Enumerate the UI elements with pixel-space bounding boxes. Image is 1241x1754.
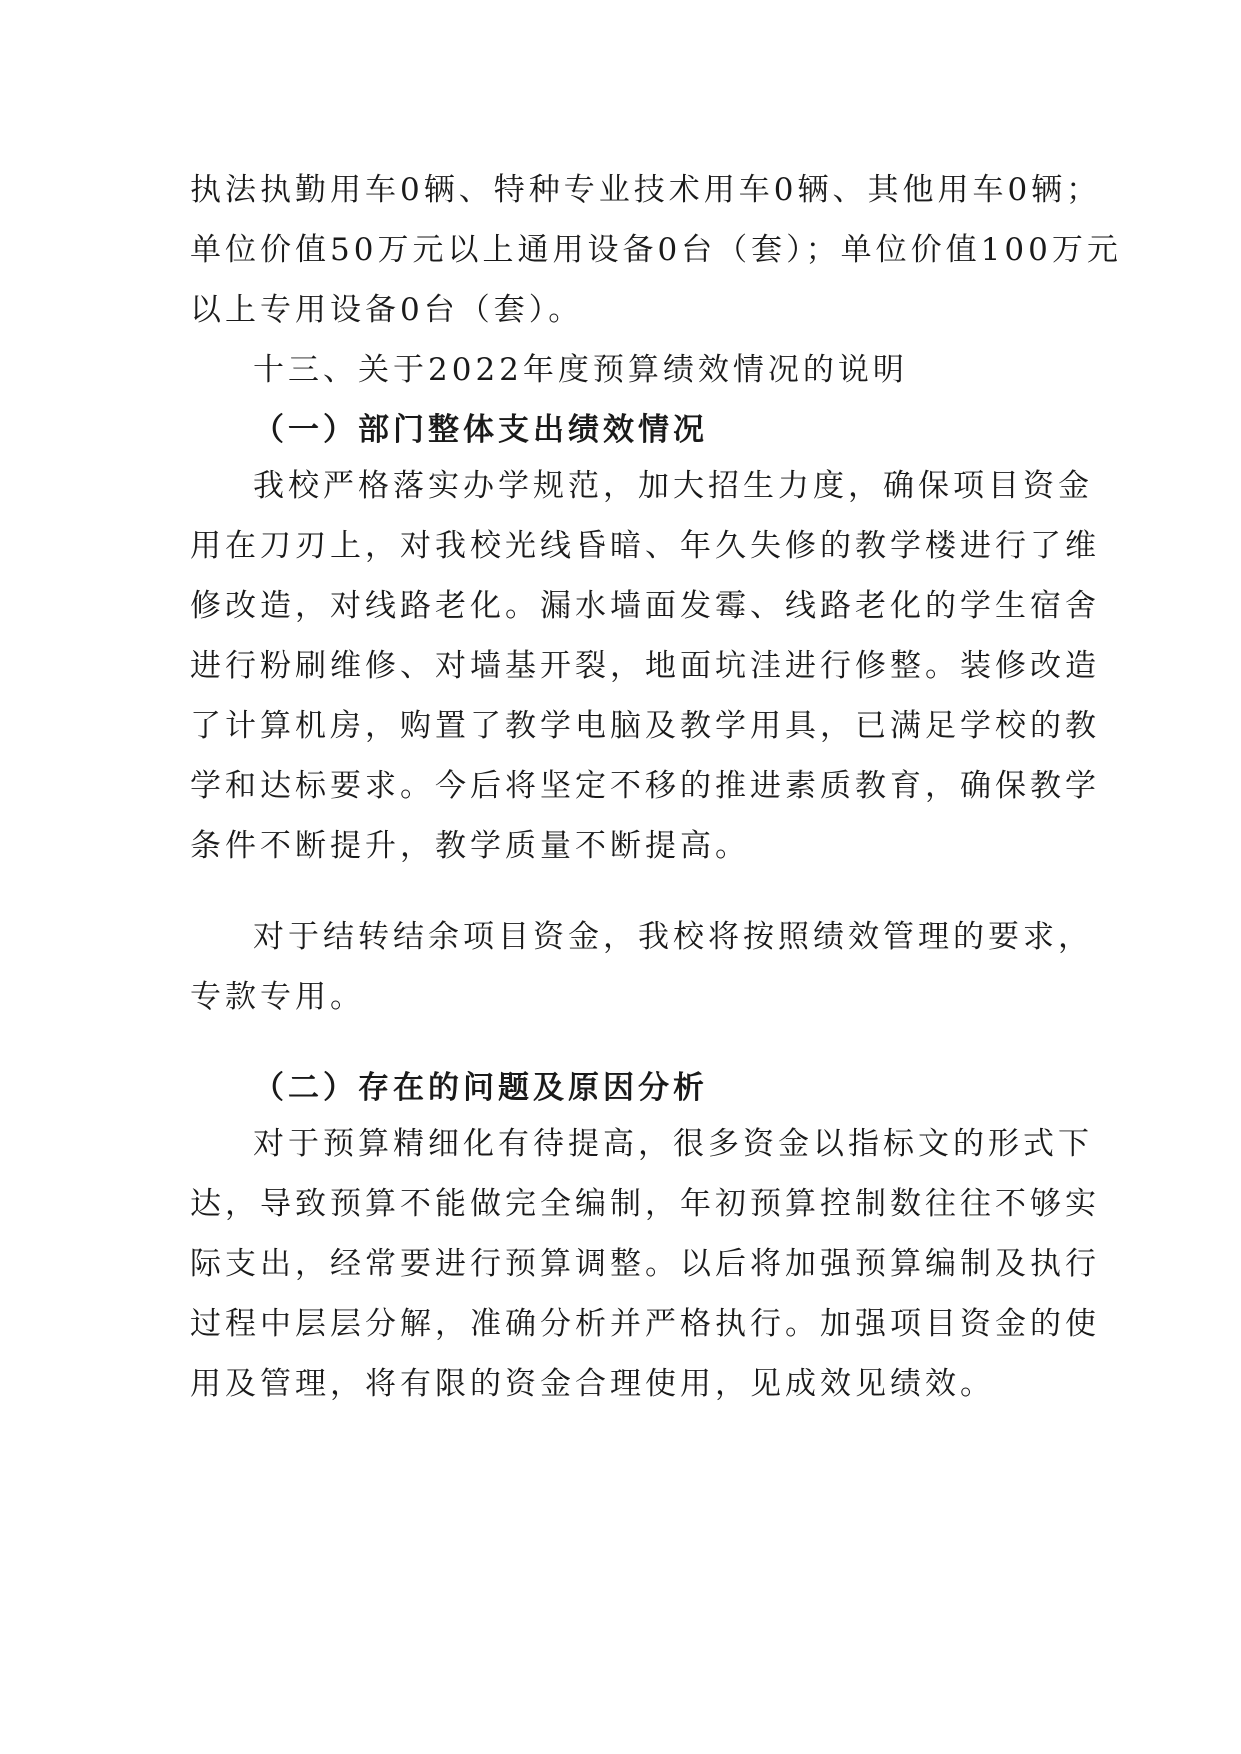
body-line: 以上专用设备0台（套）。 bbox=[190, 292, 584, 328]
body-line: 进行粉刷维修、对墙基开裂，地面坑洼进行修整。装修改造 bbox=[190, 648, 1100, 684]
subsection-heading: （一）部门整体支出绩效情况 bbox=[253, 412, 708, 448]
body-line: 了计算机房，购置了教学电脑及教学用具，已满足学校的教 bbox=[190, 708, 1100, 744]
body-line: 学和达标要求。今后将坚定不移的推进素质教育，确保教学 bbox=[190, 768, 1100, 804]
body-line: 专款专用。 bbox=[190, 979, 365, 1015]
body-line: 际支出，经常要进行预算调整。以后将加强预算编制及执行 bbox=[190, 1246, 1100, 1282]
body-line: 用在刀刃上，对我校光线昏暗、年久失修的教学楼进行了维 bbox=[190, 528, 1100, 564]
body-line: 修改造，对线路老化。漏水墙面发霉、线路老化的学生宿舍 bbox=[190, 588, 1100, 624]
body-line: 对于结转结余项目资金，我校将按照绩效管理的要求， bbox=[253, 919, 1093, 955]
body-line: 达，导致预算不能做完全编制，年初预算控制数往往不够实 bbox=[190, 1186, 1100, 1222]
body-line: 单位价值50万元以上通用设备0台（套）；单位价值100万元 bbox=[190, 232, 1122, 268]
body-line: 对于预算精细化有待提高，很多资金以指标文的形式下 bbox=[253, 1126, 1093, 1162]
body-line: 我校严格落实办学规范，加大招生力度，确保项目资金 bbox=[253, 468, 1093, 504]
body-line: 执法执勤用车0辆、特种专业技术用车0辆、其他用车0辆； bbox=[190, 172, 1102, 208]
section-heading: 十三、关于2022年度预算绩效情况的说明 bbox=[253, 352, 908, 388]
subsection-heading: （二）存在的问题及原因分析 bbox=[253, 1070, 708, 1106]
body-line: 过程中层层分解，准确分析并严格执行。加强项目资金的使 bbox=[190, 1306, 1100, 1342]
body-line: 用及管理，将有限的资金合理使用，见成效见绩效。 bbox=[190, 1366, 995, 1402]
body-line: 条件不断提升，教学质量不断提高。 bbox=[190, 828, 750, 864]
